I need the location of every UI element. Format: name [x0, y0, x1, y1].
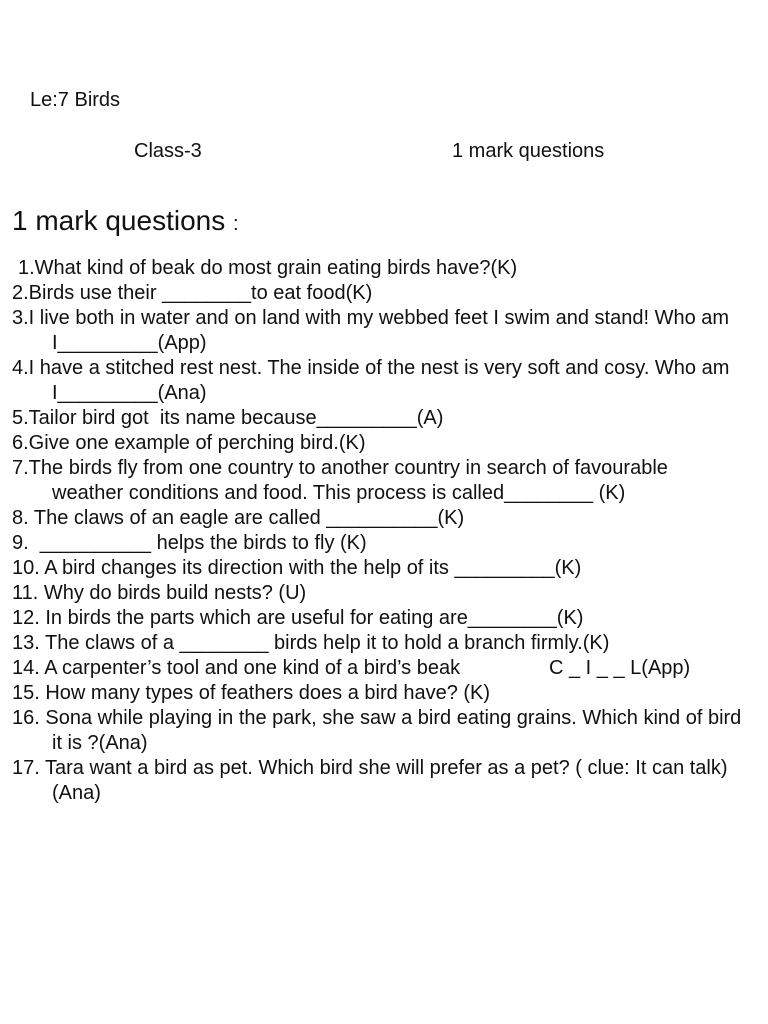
question-item: 8. The claws of an eagle are called __________(K)	[12, 507, 465, 529]
question-item: 14. A carpenter’s tool and one kind of a bird’s beak C _ I _ _ L(App)	[12, 657, 691, 679]
question-item: 1.What kind of beak do most grain eating birds have?(K)	[18, 257, 518, 279]
lesson-title: Le:7 Birds	[30, 89, 121, 111]
question-item: 13. The claws of a ________ birds help it to hold a branch firmly.(K)	[12, 632, 610, 654]
question-type-label: 1 mark questions	[452, 140, 605, 162]
question-item: 3.I live both in water and on land with my webbed feet I swim and stand! Who am I_________(App)	[12, 307, 735, 354]
question-item: 11. Why do birds build nests? (U)	[12, 582, 307, 604]
question-item: 12. In birds the parts which are useful for eating are________(K)	[12, 607, 584, 629]
question-item: 15. How many types of feathers does a bird have? (K)	[12, 682, 491, 704]
question-item: 6.Give one example of perching bird.(K)	[12, 432, 366, 454]
question-item: 17. Tara want a bird as pet. Which bird she will prefer as a pet? ( clue: It can talk) (Ana)	[12, 757, 734, 804]
question-item: 2.Birds use their ________to eat food(K)	[12, 282, 373, 304]
section-title: 1 mark questions	[12, 205, 226, 236]
question-item: 5.Tailor bird got its name because_________(A)	[12, 407, 444, 429]
section-colon: :	[233, 213, 239, 235]
section-heading	[12, 204, 239, 241]
question-item: 16. Sona while playing in the park, she saw a bird eating grains. Which kind of bird it is ?(Ana)	[12, 707, 747, 754]
question-item: 9. __________ helps the birds to fly (K)	[12, 532, 367, 554]
question-item: 4.I have a stitched rest nest. The inside of the nest is very soft and cosy. Who am I_________(Ana)	[12, 357, 735, 404]
question-item: 7.The birds fly from one country to another country in search of favourable weather conditions and food. This process is called________ (K)	[12, 457, 674, 504]
question-item: 10. A bird changes its direction with the help of its _________(K)	[12, 557, 582, 579]
class-label: Class-3	[134, 140, 202, 162]
question-list	[12, 256, 747, 806]
